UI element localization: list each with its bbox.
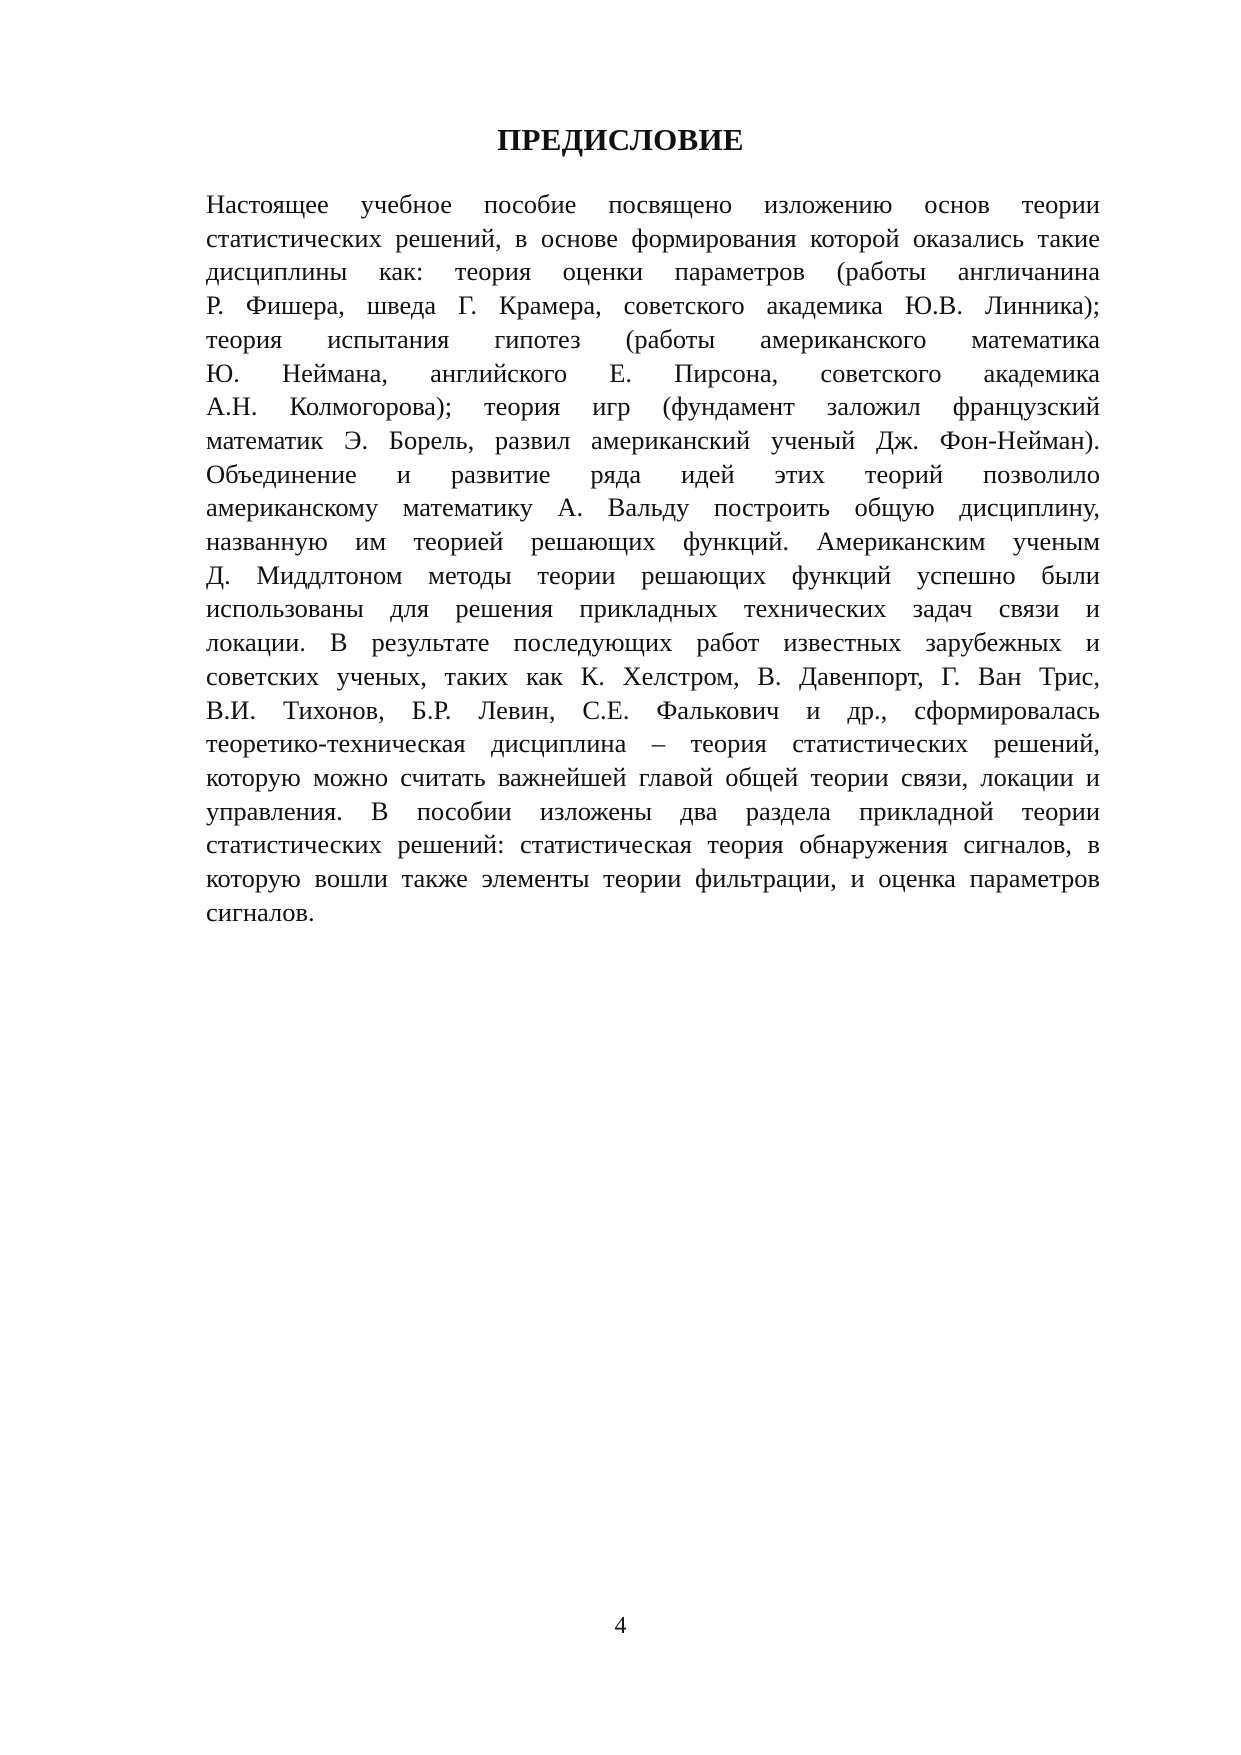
paragraph-line: В.И. Тихонов, Б.Р. Левин, С.Е. Фалькович и др., сформировалась (206, 694, 1100, 725)
paragraph-line: управления. В пособии изложены два раздела прикладной теории (206, 795, 1100, 826)
paragraph-line: использованы для решения прикладных технических задач связи и (206, 593, 1100, 624)
paragraph-line: дисциплины как: теория оценки параметров (работы англичанина (206, 256, 1100, 287)
paragraph-line: математик Э. Борель, развил американский ученый Дж. Фон-Нейман). (206, 424, 1100, 455)
paragraph-line: сигналов. (206, 896, 315, 927)
paragraph-line: статистических решений, в основе формирования которой оказались такие (206, 222, 1100, 253)
paragraph-line: советских ученых, таких как К. Хелстром, В. Давенпорт, Г. Ван Трис, (206, 660, 1100, 691)
paragraph-line: локации. В результате последующих работ известных зарубежных и (206, 627, 1100, 658)
preface-body (148, 188, 1100, 929)
paragraph-line: теория испытания гипотез (работы американского математика (206, 323, 1100, 354)
paragraph-line: американскому математику А. Вальду построить общую дисциплину, (206, 492, 1100, 523)
paragraph-line: которую вошли также элементы теории фильтрации, и оценка параметров (206, 863, 1100, 894)
paragraph-line: Настоящее учебное пособие посвящено изложению основ теории (206, 189, 1100, 219)
paragraph-line: А.Н. Колмогорова); теория игр (фундамент заложил французский (206, 391, 1100, 422)
paragraph-line: Д. Миддлтоном методы теории решающих функций успешно были (206, 559, 1100, 590)
paragraph-line: которую можно считать важнейшей главой общей теории связи, локации и (206, 761, 1100, 792)
paragraph-1 (148, 188, 1100, 458)
paragraph-line: Р. Фишера, шведа Г. Крамера, советского академика Ю.В. Линника); (206, 290, 1100, 321)
paragraph-2 (148, 458, 1100, 930)
paragraph-line: теоретико-техническая дисциплина – теория статистических решений, (206, 728, 1100, 759)
paragraph-line: Ю. Неймана, английского Е. Пирсона, советского академика (206, 357, 1100, 388)
paragraph-line: Объединение и развитие ряда идей этих теорий позволило (206, 458, 1100, 489)
paragraph-line: статистических решений: статистическая теория обнаружения сигналов, в (206, 829, 1100, 860)
paragraph-line: названную им теорией решающих функций. Американским ученым (206, 526, 1100, 557)
page-number: 4 (614, 1613, 627, 1639)
page-title: ПРЕДИСЛОВИЕ (497, 122, 744, 157)
